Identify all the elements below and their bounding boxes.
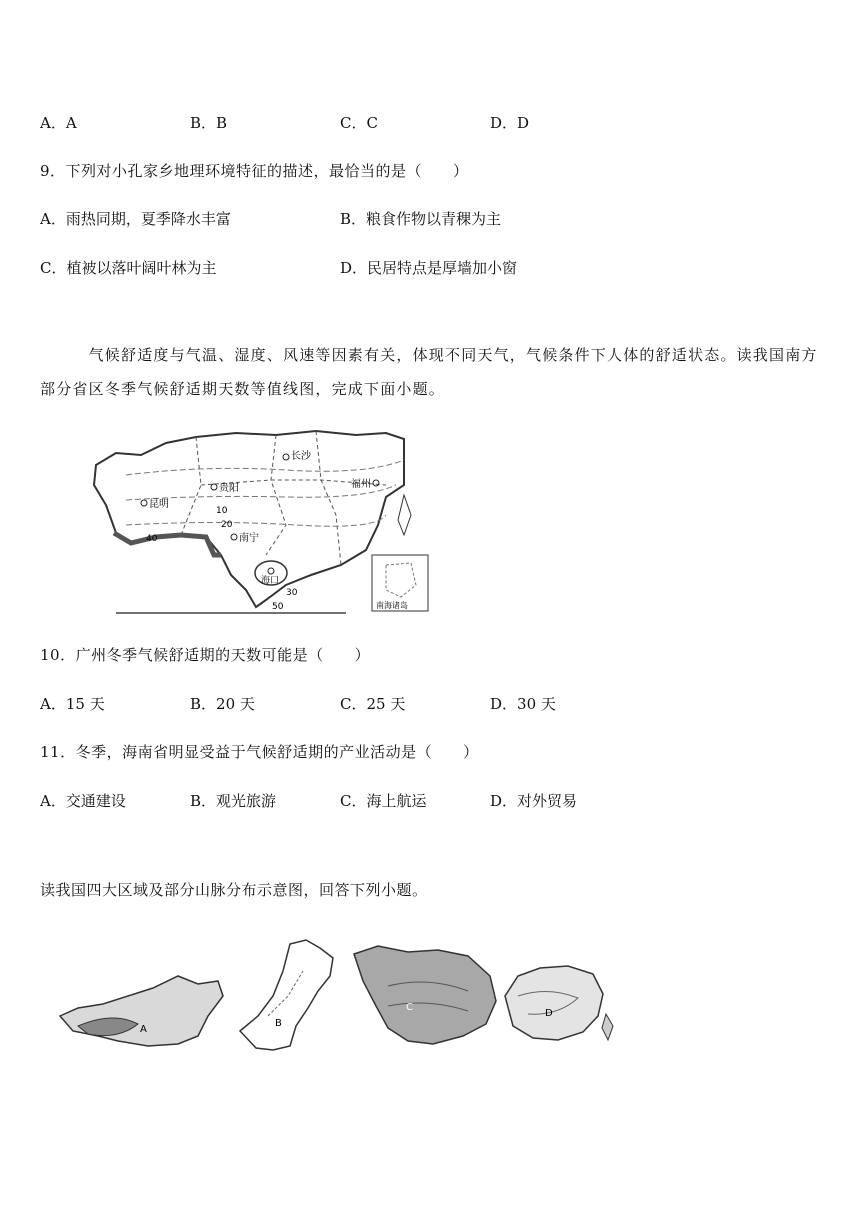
q9-stem: 9．下列对小孔家乡地理环境特征的描述，最恰当的是（ ）: [40, 162, 469, 180]
prev-option-b[interactable]: B．B: [190, 114, 228, 132]
isoline-label-20: 20: [221, 520, 233, 530]
region-label-b: B: [275, 1018, 282, 1029]
q9-option-d[interactable]: D．民居特点是厚墙加小窗: [340, 259, 518, 277]
q9-option-c[interactable]: C．植被以落叶阔叶林为主: [40, 259, 217, 277]
map1-inset-label: 南海诸岛: [376, 601, 408, 610]
q9-option-a[interactable]: A．雨热同期，夏季降水丰富: [40, 210, 231, 228]
q10-option-a[interactable]: A．15 天: [40, 695, 105, 713]
isoline-label-50: 50: [272, 602, 284, 612]
q11-stem: 11．冬季，海南省明显受益于气候舒适期的产业活动是（ ）: [40, 743, 479, 761]
q9-option-b[interactable]: B．粮食作物以青稞为主: [340, 210, 502, 228]
isoline-label-10: 10: [216, 506, 228, 516]
q10-option-d[interactable]: D．30 天: [490, 695, 556, 713]
q11-option-a[interactable]: A．交通建设: [40, 792, 126, 810]
q11-option-c[interactable]: C．海上航运: [340, 792, 427, 810]
passage-four-regions: 读我国四大区域及部分山脉分布示意图，回答下列小题。: [40, 881, 428, 899]
q10-stem: 10．广州冬季气候舒适期的天数可能是（ ）: [40, 646, 371, 664]
prev-option-c[interactable]: C．C: [340, 114, 378, 132]
region-label-a: A: [140, 1024, 147, 1035]
isoline-label-40: 40: [146, 534, 158, 544]
map1-city-haikou: 海口: [261, 576, 280, 586]
q11-option-d[interactable]: D．对外贸易: [490, 792, 578, 810]
q11-option-b[interactable]: B．观光旅游: [190, 792, 277, 810]
prev-option-a[interactable]: A．A: [40, 114, 77, 132]
four-regions-map: [58, 936, 624, 1060]
prev-option-d[interactable]: D．D: [490, 114, 530, 132]
region-label-c: C: [406, 1002, 413, 1013]
isoline-label-30: 30: [286, 588, 298, 598]
map1-city-kunming: 昆明: [149, 499, 169, 510]
region-label-d: D: [545, 1008, 553, 1019]
map1-city-guiyang: 贵阳: [219, 483, 239, 494]
map1-city-changsha: 长沙: [291, 451, 311, 462]
q10-option-b[interactable]: B．20 天: [190, 695, 255, 713]
passage-climate-comfort: 气候舒适度与气温、湿度、风速等因素有关，体现不同天气，气候条件下人体的舒适状态。读我国南方部分省区冬季气候舒适期天数等值线图，完成下面小题。: [40, 346, 818, 398]
south-china-comfort-map: [86, 425, 432, 615]
map1-city-nanning: 南宁: [239, 533, 259, 544]
q10-option-c[interactable]: C．25 天: [340, 695, 406, 713]
map1-city-fuzhou: 福州: [351, 479, 371, 490]
